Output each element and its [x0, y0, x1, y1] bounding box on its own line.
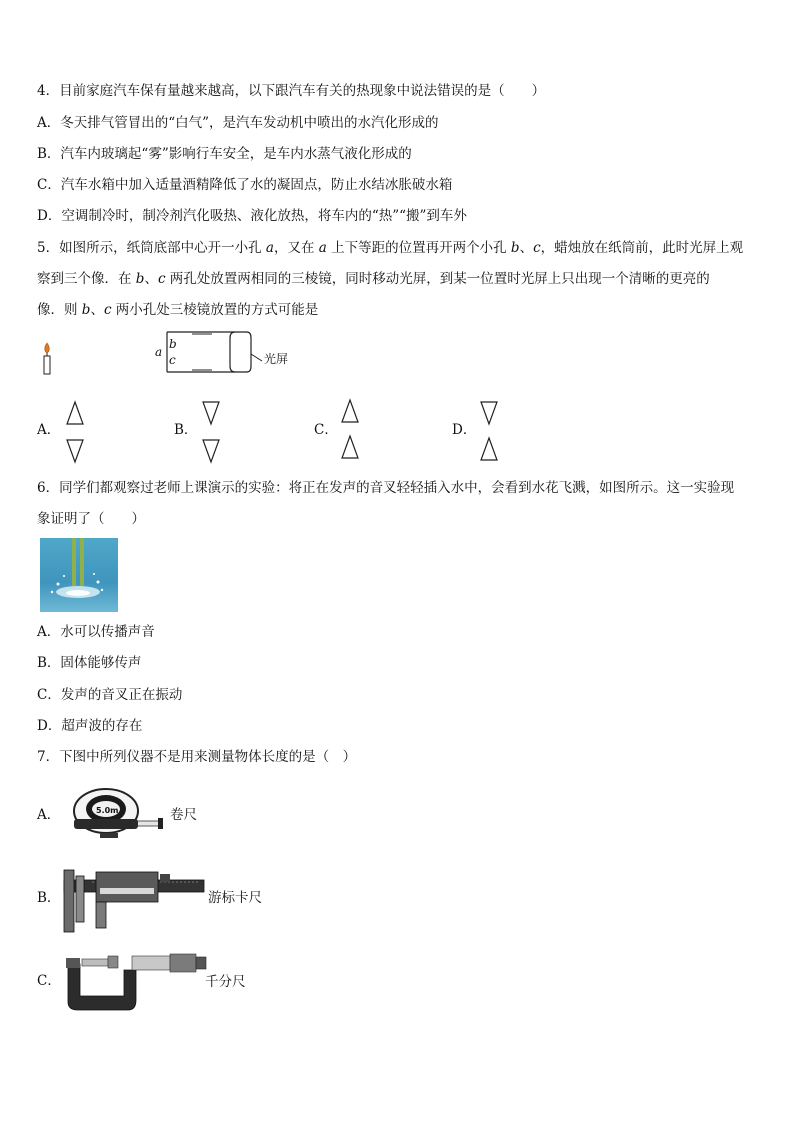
q6-option-d: D．超声波的存在 [37, 718, 143, 734]
hole-label-c: c [169, 353, 176, 367]
q6-option-a: A．水可以传播声音 [37, 624, 155, 640]
q5-option-a-prisms [64, 400, 86, 466]
micrometer-icon [62, 950, 208, 1014]
screen-label: 光屏 [264, 352, 289, 366]
q5-stem-line2: 察到三个像．在 b、c 两孔处放置两相同的三棱镜，同时移动光屏，到某一位置时光屏上只出现一个清晰的更亮的 [37, 271, 710, 287]
q5-option-b-letter: B． [174, 422, 198, 438]
q7-option-b-letter: B． [37, 890, 61, 906]
q4-option-b: B．汽车内玻璃起“雾”影响行车安全，是车内水蒸气液化形成的 [37, 146, 412, 162]
q4-option-d: D．空调制冷时，制冷剂汽化吸热、液化放热，将车内的“热”“搬”到车外 [37, 208, 467, 224]
q4-stem: 4．目前家庭汽车保有量越来越高，以下跟汽车有关的热现象中说法错误的是（ ） [37, 83, 546, 99]
q7-option-a-letter: A． [37, 807, 61, 823]
q7-option-c-letter: C． [37, 973, 61, 989]
tape-measure-mark: 5.0m [96, 806, 119, 815]
q5-option-c-prisms [339, 398, 361, 464]
q5-option-d-letter: D． [452, 422, 477, 438]
q7-option-c-name: 千分尺 [205, 974, 246, 990]
q7-option-a-name: 卷尺 [170, 807, 197, 823]
q6-option-b: B．固体能够传声 [37, 655, 142, 671]
q4-option-a: A．冬天排气管冒出的“白气”，是汽车发动机中喷出的水汽化形成的 [37, 115, 439, 131]
q5-stem-line3: 像．则 b、c 两小孔处三棱镜放置的方式可能是 [37, 302, 319, 318]
q5-option-d-prisms [478, 400, 500, 466]
q5-stem-line1: 5．如图所示，纸筒底部中心开一小孔 a，又在 a 上下等距的位置再开两个小孔 b、c，蜡烛放在纸筒前，此时光屏上观 [37, 240, 744, 256]
vernier-caliper-icon [62, 866, 206, 934]
q6-option-c: C．发声的音叉正在振动 [37, 687, 183, 703]
hole-label-b: b [169, 337, 177, 351]
q4-option-c: C．汽车水箱中加入适量酒精降低了水的凝固点，防止水结冰胀破水箱 [37, 177, 453, 193]
q5-option-c-letter: C． [314, 422, 338, 438]
q6-stem-line2: 象证明了（ ） [37, 511, 145, 527]
tuning-fork-water-photo [40, 538, 118, 612]
q7-stem: 7．下图中所列仪器不是用来测量物体长度的是（ ） [37, 749, 357, 765]
q6-stem-line1: 6．同学们都观察过老师上课演示的实验：将正在发声的音叉轻轻插入水中，会看到水花飞溅，如图所示。这一实验现 [37, 480, 735, 496]
q5-option-b-prisms [200, 400, 222, 466]
q5-option-a-letter: A． [37, 422, 61, 438]
candle-figure [40, 342, 56, 376]
q7-option-b-name: 游标卡尺 [208, 890, 262, 906]
hole-label-a: a [155, 345, 163, 359]
